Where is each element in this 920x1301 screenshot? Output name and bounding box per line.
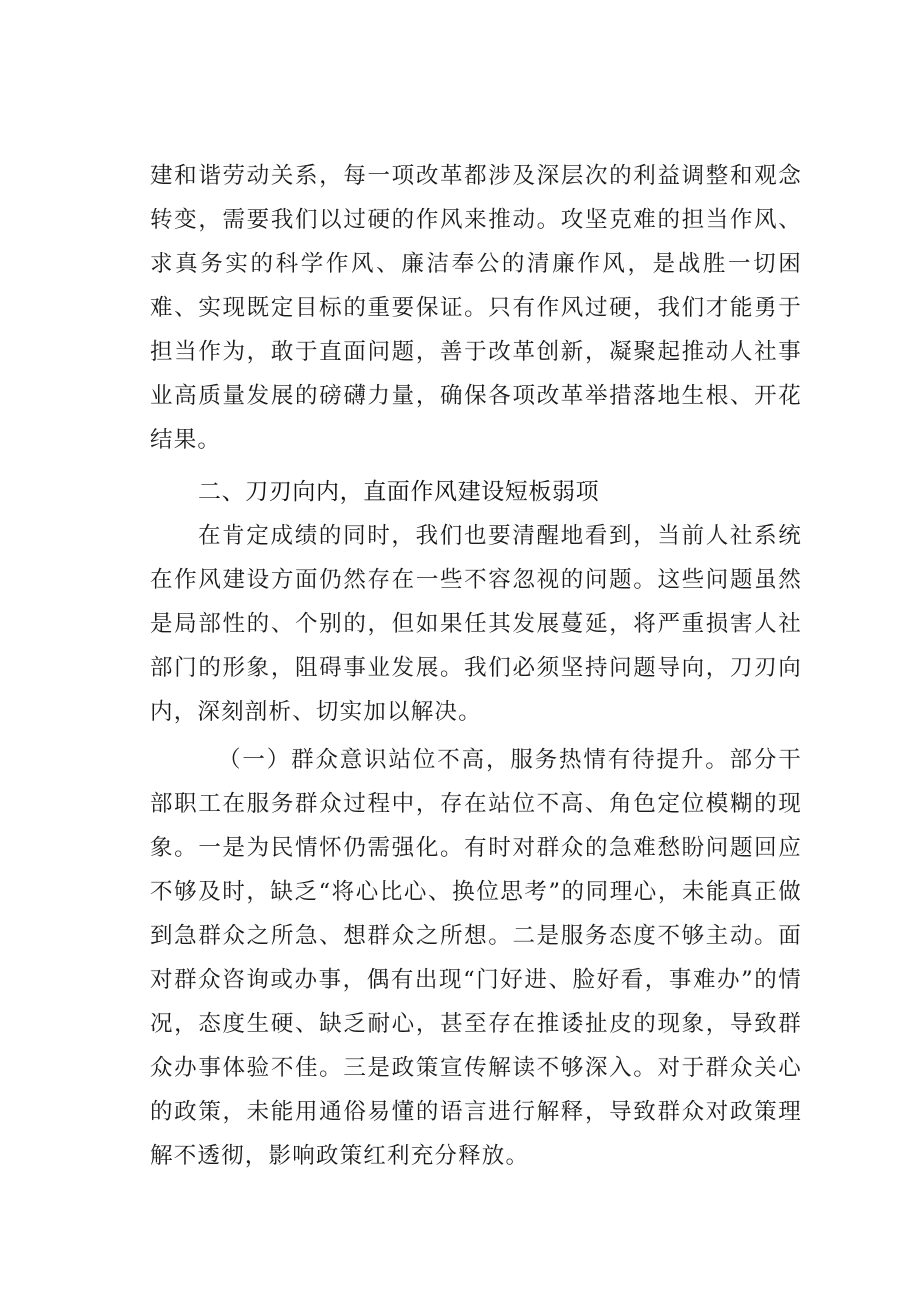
paragraph-subsection-one: （一）群众意识站位不高，服务热情有待提升。部分干部职工在服务群众过程中，存在站位不高、角色定位模糊的现象。一是为民情怀仍需强化。有时对群众的急难愁盼问题回应不够及时，缺乏“将心比心、换位思考”的同理心，未能真正做到急群众之所急、想群众之所想。二是服务态度不够主动。面对群众咨询或办事，偶有出现“门好进、脸好看，事难办”的情况，态度生硬、缺乏耐心，甚至存在推诿扯皮的现象，导致群众办事体验不佳。三是政策宣传解读不够深入。对于群众关心的政策，未能用通俗易懂的语言进行解释，导致群众对政策理解不透彻，影响政策红利充分释放。: [150, 747, 802, 1169]
document-body: [150, 154, 802, 1178]
paragraph-continuation: 建和谐劳动关系，每一项改革都涉及深层次的利益调整和观念转变，需要我们以过硬的作风来推动。攻坚克难的担当作风、求真务实的科学作风、廉洁奉公的清廉作风，是战胜一切困难、实现既定目标的重要保证。只有作风过硬，我们才能勇于担当作为，敢于直面问题，善于改革创新，凝聚起推动人社事业高质量发展的磅礴力量，确保各项改革举措落地生根、开花结果。: [150, 163, 802, 453]
paragraph-problems-intro: 在肯定成绩的同时，我们也要清醒地看到，当前人社系统在作风建设方面仍然存在一些不容忽视的问题。这些问题虽然是局部性的、个别的，但如果任其发展蔓延，将严重损害人社部门的形象，阻碍事业发展。我们必须坚持问题导向，刀刃向内，深刻剖析、切实加以解决。: [150, 523, 802, 725]
spacer: [150, 462, 802, 466]
section-heading: 二、刀刃向内，直面作风建设短板弱项: [198, 479, 600, 505]
